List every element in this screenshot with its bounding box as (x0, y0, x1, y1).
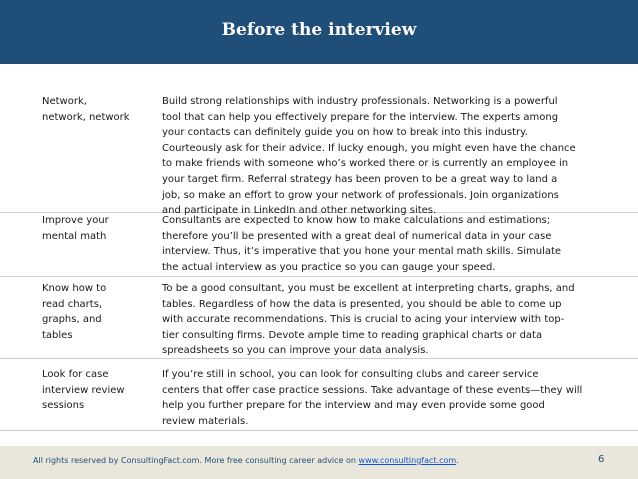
row-body-line: your contacts can definitely guide you on how to break into this industry. (162, 127, 528, 139)
footer-text-prefix: All rights reserved by ConsultingFact.com. More free consulting career advice on (33, 456, 359, 465)
row-body-line: Courteously ask for their advice. If lucky enough, you might even have the chance (162, 142, 576, 154)
row-body (162, 367, 602, 429)
row-label-line: read charts, (42, 298, 103, 310)
row-label-line: network, network (42, 111, 130, 123)
row-body-line: therefore you’ll be presented with a great deal of numerical data in your case (162, 230, 552, 242)
row-label (42, 281, 152, 343)
table-row (0, 358, 638, 431)
row-label-line: Look for case (42, 369, 109, 380)
row-label-line: mental math (42, 230, 107, 242)
row-label (42, 367, 152, 414)
page-number: 6 (598, 454, 605, 465)
row-body-line: spreadsheets so you can improve your data analysis. (162, 345, 429, 357)
table-row (0, 212, 638, 277)
row-label (42, 94, 152, 125)
row-label-line: tables (42, 329, 73, 341)
row-body-line: tool that can help you effectively prepare for the interview. The experts among (162, 111, 559, 123)
row-label-line: graphs, and (42, 314, 102, 326)
row-body-line: Consultants are expected to know how to make calculations and estimations; (162, 215, 551, 226)
row-label-line: Network, (42, 96, 87, 107)
footer-copyright (33, 456, 459, 465)
slide-title: Before the interview (221, 20, 417, 40)
row-body-line: interview. Thus, it’s imperative that you hone your mental math skills. Simulate (162, 246, 562, 258)
row-body-line: job, so make an effort to grow your network of professionals. Join organizations (162, 189, 559, 201)
row-body (162, 281, 602, 359)
row-body (162, 213, 602, 275)
row-body (162, 94, 602, 219)
row-body-line: your target firm. Referral strategy has been proven to be a great way to land a (162, 173, 558, 185)
row-body-line: with accurate recommendations. This is crucial to acing your interview with top- (162, 314, 565, 326)
row-label-line: Improve your (42, 215, 109, 226)
row-label-line: Know how to (42, 283, 107, 294)
table-row (0, 276, 638, 359)
row-body-line: and participate in LinkedIn and other networking sites. (162, 205, 437, 217)
row-body-line: tier consulting firms. Devote ample time to reading graphical charts or data (162, 329, 543, 341)
row-body-line: review materials. (162, 415, 249, 427)
row-label-line: sessions (42, 400, 85, 412)
row-body-line: If you’re still in school, you can look for consulting clubs and career service (162, 369, 539, 380)
content-table (0, 64, 638, 444)
footer-text-suffix: . (456, 456, 459, 465)
table-row (0, 64, 638, 217)
row-body-line: centers that offer case practice sessions. Take advantage of these events—they will (162, 384, 583, 396)
footer-link[interactable]: www.consultingfact.com (358, 456, 457, 465)
row-body-line: to make friends with someone who’s worked there or is currently an employee in (162, 158, 569, 170)
row-label (42, 213, 152, 244)
row-body-line: tables. Regardless of how the data is presented, you should be able to come up (162, 298, 562, 310)
row-body-line: help you further prepare for the interview and may even provide some good (162, 400, 545, 412)
slide-footer (0, 446, 638, 479)
row-body-line: Build strong relationships with industry professionals. Networking is a powerful (162, 96, 558, 107)
slide-header (0, 0, 638, 64)
row-label-line: interview review (42, 384, 125, 396)
row-body-line: the actual interview as you practice so you can gauge your speed. (162, 261, 496, 273)
row-body-line: To be a good consultant, you must be excellent at interpreting charts, graphs, and (162, 283, 575, 294)
